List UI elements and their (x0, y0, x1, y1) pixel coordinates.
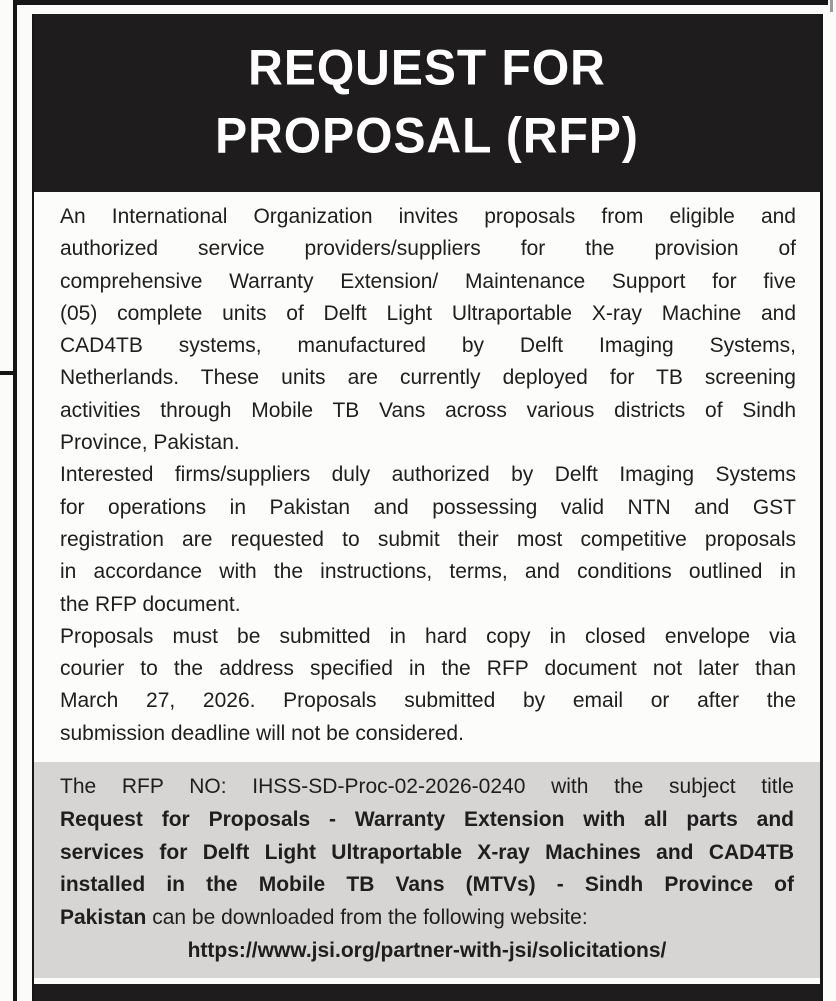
gray-section-line (60, 935, 794, 968)
body-line: authorized service providers/suppliers for the provision of (60, 237, 796, 261)
body-line: in accordance with the instructions, terms, and conditions outlined in (60, 560, 796, 584)
frame-top-line (13, 0, 828, 5)
frame-corner-mark (830, 0, 833, 12)
paragraph (60, 621, 796, 750)
body-line: for operations in Pakistan and possessing valid NTN and GST (60, 495, 796, 519)
body-line: courier to the address specified in the RFP document not later than (60, 657, 796, 681)
body-line: Interested firms/suppliers duly authorized by Delft Imaging Systems (60, 463, 796, 487)
bottom-black-bar (34, 984, 820, 1001)
bold-text-segment: https://www.jsi.org/partner-with-jsi/solicitations/ (187, 938, 667, 962)
paragraph (60, 459, 796, 620)
body-line: (05) complete units of Delft Light Ultraportable X-ray Machine and (60, 301, 796, 325)
bold-text-segment: Pakistan (60, 906, 147, 930)
gray-section-line (60, 869, 794, 902)
body-line: Proposals must be submitted in hard copy in closed envelope via (60, 624, 796, 648)
gray-section-line (60, 902, 794, 935)
text-segment: can be downloaded from the following website: (146, 906, 588, 930)
ad-title-line2: PROPOSAL (RFP) (215, 108, 639, 165)
bold-text-segment: installed in the Mobile TB Vans (MTVs) - Sindh Province of (60, 873, 794, 897)
adjacent-column-line (0, 371, 14, 375)
rfp-ad-container (32, 14, 823, 1001)
rfp-details-section (34, 762, 820, 978)
gray-section-line (60, 837, 794, 870)
body-line: activities through Mobile TB Vans across various districts of Sindh (60, 398, 796, 422)
body-line: CAD4TB systems, manufactured by Delft Imaging Systems, (60, 334, 796, 358)
paragraph (60, 201, 796, 459)
gray-section-line (60, 804, 794, 837)
body-line: submission deadline will not be considered. (60, 721, 464, 745)
ad-title-line1: REQUEST FOR (248, 40, 606, 97)
text-segment: The RFP NO: IHSS-SD-Proc-02-2026-0240 with the subject title (60, 775, 794, 798)
body-line: registration are requested to submit their most competitive proposals (60, 527, 796, 551)
body-line: Netherlands. These units are currently deployed for TB screening (60, 366, 796, 390)
body-line: March 27, 2026. Proposals submitted by email or after the (60, 689, 796, 713)
body-line: An International Organization invites proposals from eligible and (60, 205, 796, 228)
body-line: comprehensive Warranty Extension/ Maintenance Support for five (60, 269, 796, 293)
gray-section-line (60, 771, 794, 804)
body-line: Province, Pakistan. (60, 431, 240, 455)
bold-text-segment: services for Delft Light Ultraportable X-ray Machines and CAD4TB (60, 840, 794, 864)
frame-left-line (13, 0, 17, 1001)
ad-body-text (34, 192, 820, 762)
ad-title-banner (34, 14, 820, 192)
body-line: the RFP document. (60, 592, 241, 616)
bold-text-segment: Request for Proposals - Warranty Extension with all parts and (60, 807, 794, 831)
